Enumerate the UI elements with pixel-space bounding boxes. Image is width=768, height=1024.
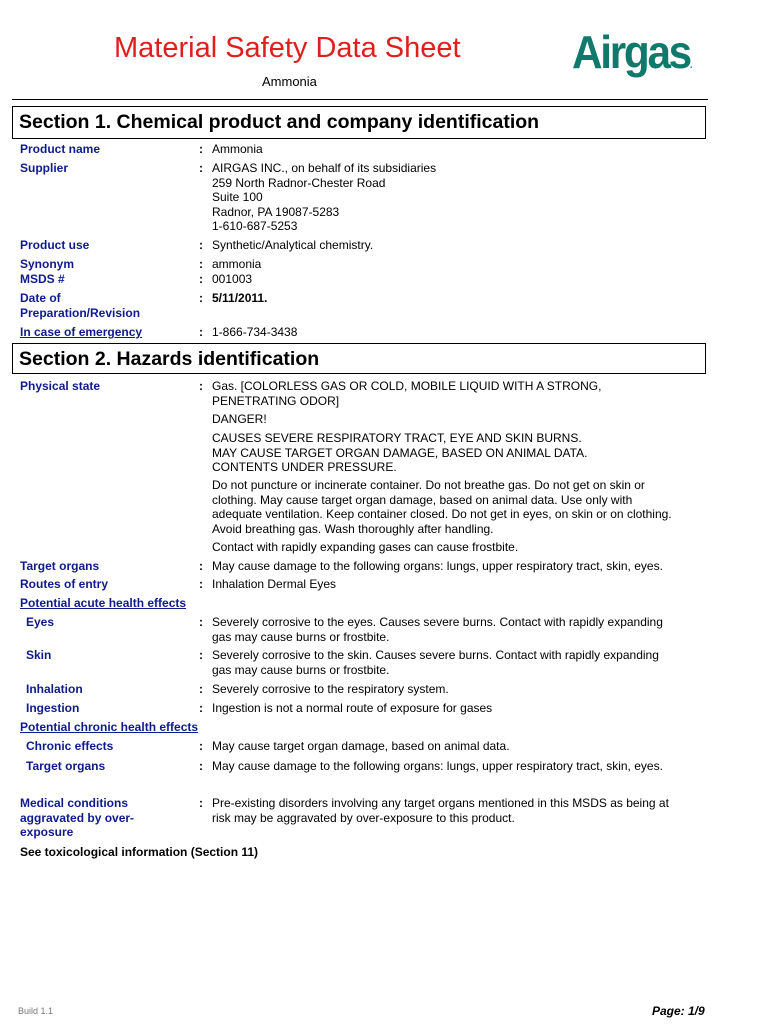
header-rule (12, 99, 708, 100)
field-label: MSDS # (20, 272, 65, 286)
field-value: Ingestion is not a normal route of exposure for gases (212, 701, 493, 715)
frostbite-note: Contact with rapidly expanding gases can cause frostbite. (212, 540, 519, 554)
field-colon: : (199, 142, 203, 156)
field-value: Gas. [COLORLESS GAS OR COLD, MOBILE LIQUID WITH A STRONG, PENETRATING ODOR] (212, 379, 602, 408)
field-colon: : (199, 291, 203, 305)
field-value: Severely corrosive to the eyes. Causes severe burns. Contact with rapidly expanding gas may cause burns or frostbite. (212, 615, 663, 644)
field-colon: : (199, 648, 203, 662)
airgas-logo (572, 24, 695, 80)
field-value: Inhalation Dermal Eyes (212, 577, 337, 591)
field-colon: : (199, 257, 203, 271)
field-label: Medical conditions aggravated by over- exposure (20, 796, 135, 839)
field-label: Physical state (20, 379, 101, 393)
product-subtitle: Ammonia (262, 74, 317, 89)
emergency-label: In case of emergency (20, 325, 143, 339)
field-colon: : (199, 739, 203, 753)
field-label: Ingestion (26, 701, 80, 715)
field-value: 001003 (212, 272, 253, 286)
field-value: Synthetic/Analytical chemistry. (212, 238, 374, 252)
field-value: May cause damage to the following organs: lungs, upper respiratory tract, skin, eyes. (212, 759, 663, 773)
field-colon: : (199, 577, 203, 591)
field-colon: : (199, 272, 203, 286)
field-label: Product use (20, 238, 90, 252)
logo-text: Airgas (572, 26, 690, 78)
build-number: Build 1.1 (18, 1006, 54, 1016)
field-label: Eyes (26, 615, 55, 629)
field-colon: : (199, 615, 203, 629)
field-colon: : (199, 379, 203, 393)
field-label: Target organs (26, 759, 106, 773)
field-label: Supplier (20, 161, 69, 175)
emergency-phone: 1-866-734-3438 (212, 325, 298, 339)
field-label: Date of Preparation/Revision (20, 291, 141, 320)
field-value: Ammonia (212, 142, 263, 156)
field-colon: : (199, 325, 203, 339)
field-label: Inhalation (26, 682, 83, 696)
see-tox-note: See toxicological information (Section 11) (20, 845, 259, 859)
field-value: 5/11/2011. (212, 291, 268, 305)
field-label: Routes of entry (20, 577, 109, 591)
field-label: Skin (26, 648, 52, 662)
field-colon: : (199, 559, 203, 573)
hazard-statements: CAUSES SEVERE RESPIRATORY TRACT, EYE AND SKIN BURNS. MAY CAUSE TARGET ORGAN DAMAGE, BASED ON ANIMAL DATA. CONTENTS UNDER PRESSURE. (212, 431, 588, 474)
chronic-effects-heading: Potential chronic health effects (20, 720, 199, 734)
field-colon: : (199, 682, 203, 696)
field-value: Pre-existing disorders involving any target organs mentioned in this MSDS as being at risk may be aggravated by over-exposure to this product. (212, 796, 669, 825)
section-1-heading: Section 1. Chemical product and company identification (12, 106, 706, 139)
field-label: Target organs (20, 559, 100, 573)
field-value: Severely corrosive to the skin. Causes severe burns. Contact with rapidly expanding gas may cause burns or frostbite. (212, 648, 659, 677)
field-colon: : (199, 759, 203, 773)
acute-effects-heading: Potential acute health effects (20, 596, 187, 610)
field-value: AIRGAS INC., on behalf of its subsidiaries 259 North Radnor-Chester Road Suite 100 Radnor, PA 19087-5283 1-610-687-5253 (212, 161, 437, 233)
field-colon: : (199, 701, 203, 715)
field-colon: : (199, 161, 203, 175)
field-value: May cause damage to the following organs: lungs, upper respiratory tract, skin, eyes. (212, 559, 663, 573)
document-title: Material Safety Data Sheet (114, 32, 461, 64)
field-colon: : (199, 796, 203, 810)
field-value: May cause target organ damage, based on animal data. (212, 739, 510, 753)
field-colon: : (199, 238, 203, 252)
field-value: Severely corrosive to the respiratory system. (212, 682, 449, 696)
field-label: Product name (20, 142, 101, 156)
precautionary-statements: Do not puncture or incinerate container. Do not breathe gas. Do not get on skin or clothing. May cause target organ damage, based on animal data. Use only with adequate ventilation. Keep container closed. Do not get in eyes, on skin or on clothing. Avoid breathing gas. Wash thoroughly after handling. (212, 478, 672, 536)
field-label: Synonym (20, 257, 75, 271)
page-number: Page: 1/9 (652, 1004, 705, 1018)
signal-word: DANGER! (212, 412, 267, 426)
logo-mark: . (689, 60, 693, 71)
field-value: ammonia (212, 257, 262, 271)
field-label: Chronic effects (26, 739, 114, 753)
section-2-heading: Section 2. Hazards identification (12, 343, 706, 374)
